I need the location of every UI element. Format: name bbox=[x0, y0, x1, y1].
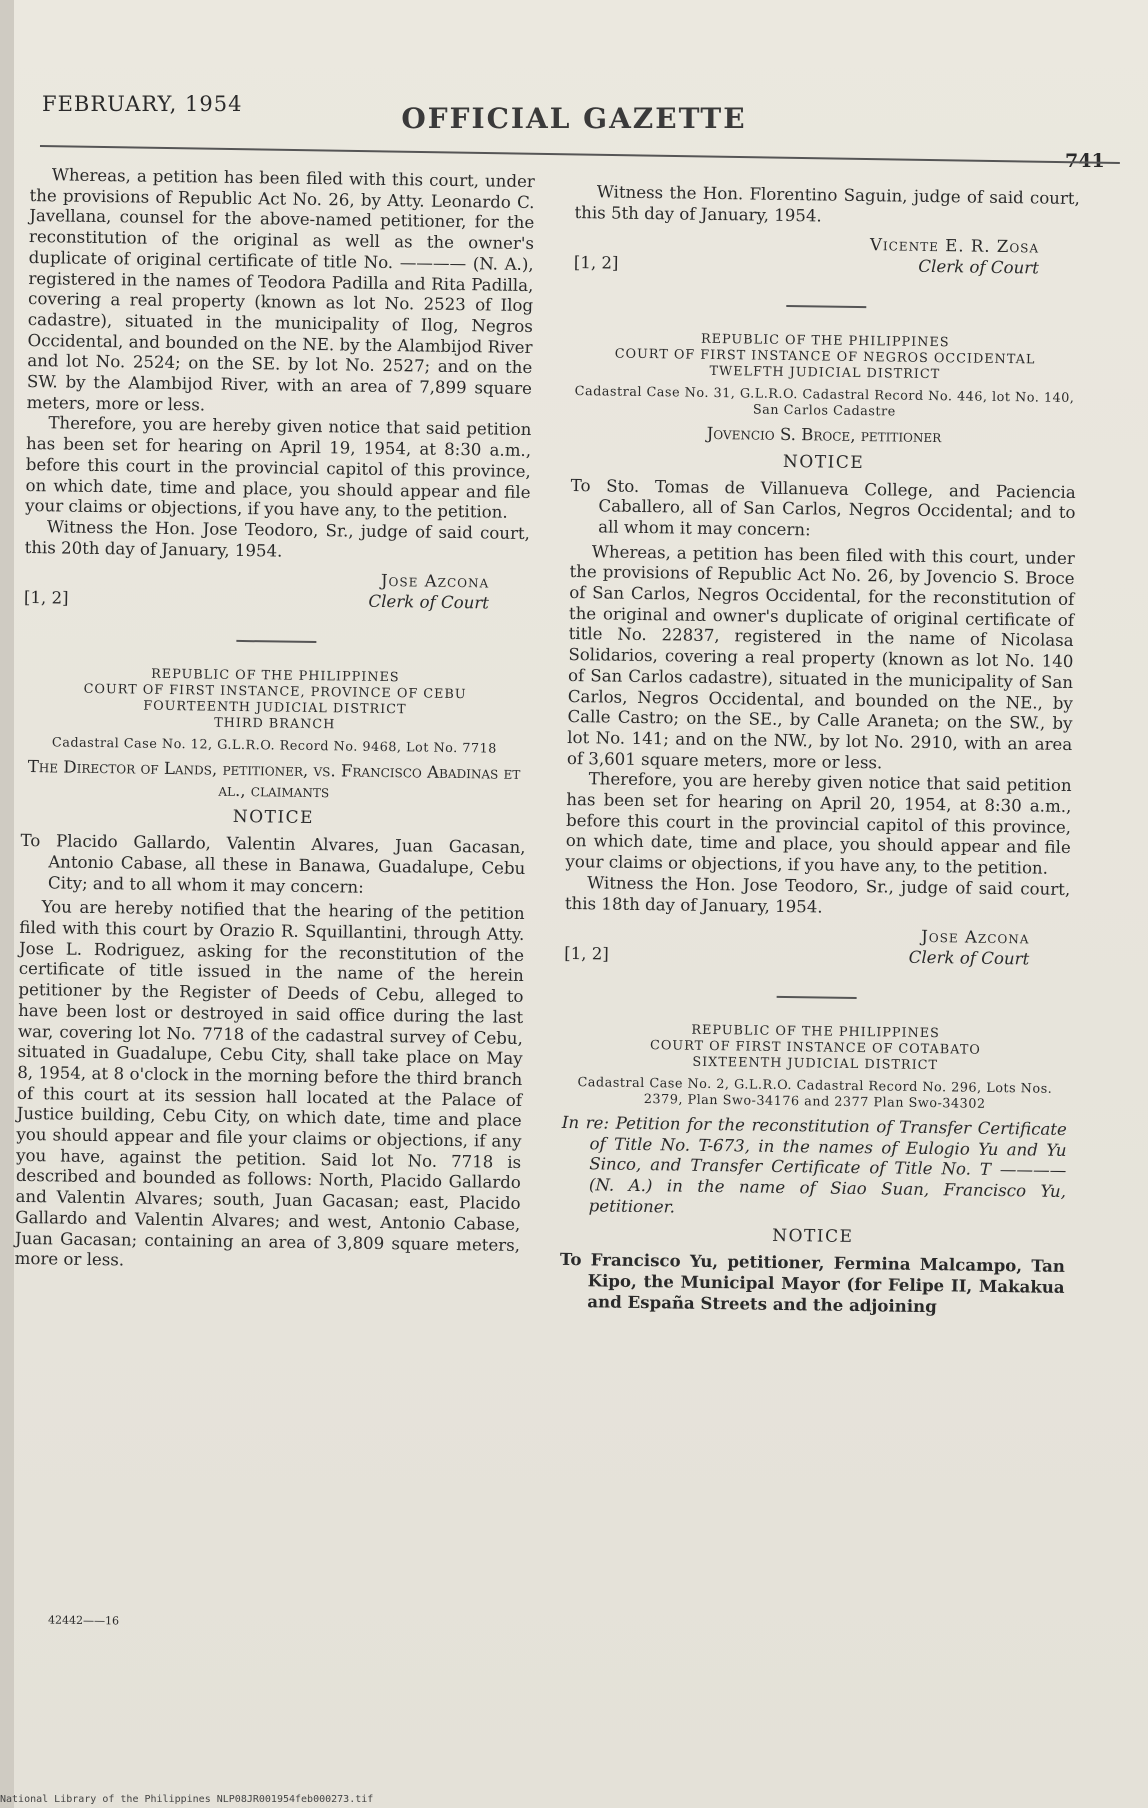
signatory-name: Vicente E. R. Zosa bbox=[869, 235, 1040, 257]
addressees: To Sto. Tomas de Villanueva College, and Paciencia Caballero, all of San Carlos, Negros Occidental; and to all whom it may concern: bbox=[570, 475, 1076, 540]
court-heading: REPUBLIC OF THE PHILIPPINES bbox=[691, 1022, 940, 1042]
signatory-title: Clerk of Court bbox=[918, 256, 1039, 278]
paragraph: Whereas, a petition has been filed with this court, under the provisions of Republic Act No. 26, by Atty. Leonardo C. Javellana, counsel for the above-named petitioner, for the reconstitution of the original as well as the owner's duplicate of original certificate of title No. ———— (N. A.), registered in the names of Teodora Padilla and Rita Padilla, covering a real property (known as lot No. 2523 of Ilog cadastre), situated in the municipality of Ilog, Negros Occidental, and bounded on the NE. by the Alambijod River and lot No. 2524; on the SE. by lot No. 2527; and on the SW. by the Alambijod River, with an area of 7,899 square meters, more or less. bbox=[26, 165, 535, 415]
notice-heading: NOTICE bbox=[782, 451, 865, 473]
notice-heading: NOTICE bbox=[772, 1225, 854, 1247]
signature-block bbox=[564, 922, 1070, 972]
case-reference: Cadastral Case No. 12, G.L.R.O. Record No. 9468, Lot No. 7718 bbox=[51, 735, 497, 757]
court-heading: THIRD BRANCH bbox=[214, 715, 336, 733]
signature-block bbox=[24, 566, 530, 616]
court-heading: TWELFTH JUDICIAL DISTRICT bbox=[709, 364, 941, 383]
scan-edge bbox=[0, 0, 14, 1808]
signature-block bbox=[574, 231, 1080, 281]
signatory-title: Clerk of Court bbox=[908, 947, 1030, 969]
court-heading: SIXTEENTH JUDICIAL DISTRICT bbox=[692, 1054, 939, 1074]
court-heading: FOURTEENTH JUDICIAL DISTRICT bbox=[143, 698, 407, 718]
paragraph: Therefore, you are hereby given notice that said petition has been set for hearing on April 19, 1954, at 8:30 a.m., before this court in the provincial capitol of this province, on which date, time and place, you should appear and file your claims or objections, if you have any, to the petition. bbox=[25, 413, 532, 522]
addressees: To Francisco Yu, petitioner, Fermina Malcampo, Tan Kipo, the Municipal Mayor (for Felipe II, Makakua and España Streets and the adjoining bbox=[559, 1249, 1066, 1316]
court-heading: REPUBLIC OF THE PHILIPPINES bbox=[700, 331, 950, 351]
left-column bbox=[15, 165, 535, 1277]
section-divider bbox=[236, 640, 316, 643]
paragraph: Therefore, you are hereby given notice that said petition has been set for hearing on April 20, 1954, at 8:30 a.m., before this court in the provincial capitol of this province, on which date, time and place, you should appear and file your claims or objections, if you have any, to the petition. bbox=[565, 769, 1072, 878]
paragraph: You are hereby notified that the hearing of the petition filed with this court by Orazio R. Squillantini, through Atty. Jose L. Rodriguez, asking for the reconstitution of the certificate of title issued in the name of the herein petitioner by the Register of Deeds of Cebu, alleged to have been lost or destroyed in said office during the last war, covering lot No. 7718 of the cadastral survey of Cebu, situated in Guadalupe, Cebu City, shall take place on May 8, 1954, at 8 o'clock in the morning before the third branch of this court at its session hall located at the Palace of Justice building, Cebu City, on which date, time and place you should appear and file your claims or objections, if any you have, against the petition. Said lot No. 7718 is described and bounded as follows: North, Placido Gallardo and Valentin Alvares; south, Juan Gacasan; east, Placido Gallardo and Valentin Alvares; and west, Antonio Cabase, Juan Gacasan; containing an area of 3,809 square meters, more or less. bbox=[14, 897, 525, 1270]
paragraph: Witness the Hon. Florentino Saguin, judge of said court, this 5th day of January, 1954. bbox=[574, 182, 1080, 226]
reference-number: [1, 2] bbox=[573, 253, 619, 274]
section-divider bbox=[786, 305, 866, 308]
case-parties: The Director of Lands, petitioner, vs. Francisco Abadinas et al., claimants bbox=[27, 757, 521, 802]
notice-heading: NOTICE bbox=[232, 807, 315, 829]
court-heading: REPUBLIC OF THE PHILIPPINES bbox=[151, 666, 400, 686]
signatory-name: Jose Azcona bbox=[380, 571, 490, 592]
scanner-caption: National Library of the Philippines NLP08JR001954feb000273.tif bbox=[0, 1794, 374, 1805]
paragraph: Witness the Hon. Jose Teodoro, Sr., judge of said court, this 20th day of January, 1954. bbox=[24, 517, 531, 561]
header-rule bbox=[40, 145, 1120, 164]
section-divider bbox=[776, 996, 856, 999]
publication-title: OFFICIAL GAZETTE bbox=[401, 102, 747, 135]
reference-number: [1, 2] bbox=[564, 944, 609, 964]
petitioner-line: Jovencio S. Broce, petitioner bbox=[706, 423, 942, 447]
signatory-title: Clerk of Court bbox=[368, 591, 490, 613]
reference-number: [1, 2] bbox=[23, 588, 69, 608]
court-heading: COURT OF FIRST INSTANCE OF COTABATO bbox=[649, 1038, 981, 1058]
in-re-line: In re: Petition for the reconstitution of Transfer Certificate of Title No. T-673, in the names of Eulogio Yu and Yu Sinco, and Transfer Certificate of Title No. T ———— (N. A.) in the name of Siao Suan, Francisco Yu, petitioner. bbox=[561, 1112, 1067, 1217]
case-reference: Cadastral Case No. 2, G.L.R.O. Cadastral Record No. 296, Lots Nos. 2379, Plan Swo-34176 and 2377 Plan Swo-34302 bbox=[577, 1075, 1053, 1112]
case-reference: Cadastral Case No. 31, G.L.R.O. Cadastral Record No. 446, lot No. 140, San Carlos Cadastre bbox=[574, 384, 1075, 420]
court-heading: COURT OF FIRST INSTANCE, PROVINCE OF CEBU bbox=[83, 681, 467, 703]
paragraph: Whereas, a petition has been filed with this court, under the provisions of Republic Act No. 26, by Jovencio S. Broce of San Carlos, Negros Occidental, for the reconstitution of the original and owner's duplicate of original certificate of title No. 22837, registered in the name of Nicolasa Solidarios, covering a real property (known as lot No. 140 of San Carlos cadastre), situated in the municipality of San Carlos, Negros Occidental, and bounded on the NE., by Calle Castro; on the SE., by Calle Araneta; on the SW., by lot No. 141; and on the NW., by lot No. 2910, with an area of 3,601 square meters, more or less. bbox=[566, 541, 1075, 773]
addressees: To Placido Gallardo, Valentin Alvares, Juan Gacasan, Antonio Cabase, all these in Banawa, Guadalupe, Cebu City; and to all whom it may concern: bbox=[20, 831, 526, 897]
signatory-name: Jose Azcona bbox=[921, 927, 1030, 948]
print-code: 42442——16 bbox=[47, 1613, 120, 1628]
court-heading: COURT OF FIRST INSTANCE OF NEGROS OCCIDENTAL bbox=[614, 346, 1036, 368]
issue-date: FEBRUARY, 1954 bbox=[42, 92, 243, 116]
right-column bbox=[559, 182, 1080, 1322]
paragraph: Witness the Hon. Jose Teodoro, Sr., judge of said court, this 18th day of January, 1954. bbox=[564, 873, 1071, 917]
